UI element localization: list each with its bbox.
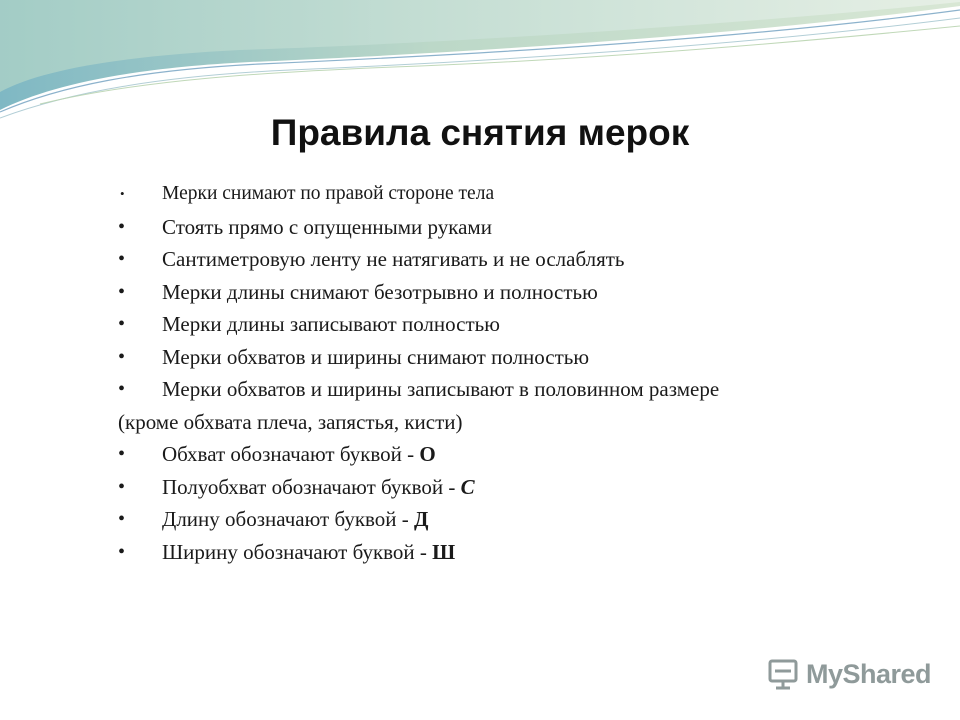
myshared-watermark — [766, 654, 931, 694]
list-item: • Стоять прямо с опущенными руками — [118, 211, 918, 244]
list-item: • Сантиметровую ленту не натягивать и не ослаблять — [118, 243, 918, 276]
list-item: • Мерки снимают по правой стороне тела — [118, 178, 918, 211]
list-item: • Мерки длины записывают полностью — [118, 308, 918, 341]
slide-title: Правила снятия мерок — [270, 112, 690, 153]
list-item: • Мерки обхватов и ширины записывают в половинном размере — [118, 373, 918, 406]
list-item: • Мерки обхватов и ширины снимают полностью — [118, 341, 918, 374]
presentation-board-icon — [766, 657, 800, 691]
rules-list — [118, 178, 918, 568]
logo-text: MyShared — [806, 658, 932, 689]
list-item: • Полуобхват обозначают буквой - С — [118, 471, 918, 504]
list-item-continuation: (кроме обхвата плеча, запястья, кисти) — [118, 409, 463, 434]
measure-symbol: О — [419, 442, 436, 466]
list-item: • Обхват обозначают буквой - О — [118, 438, 918, 471]
list-item: • Мерки длины снимают безотрывно и полностью — [118, 276, 918, 309]
list-item: • Ширину обозначают буквой - Ш — [118, 536, 918, 569]
measure-symbol: Д — [414, 507, 429, 531]
measure-symbol: С — [460, 474, 475, 499]
list-item: • Длину обозначают буквой - Д — [118, 503, 918, 536]
measure-symbol: Ш — [432, 539, 456, 564]
